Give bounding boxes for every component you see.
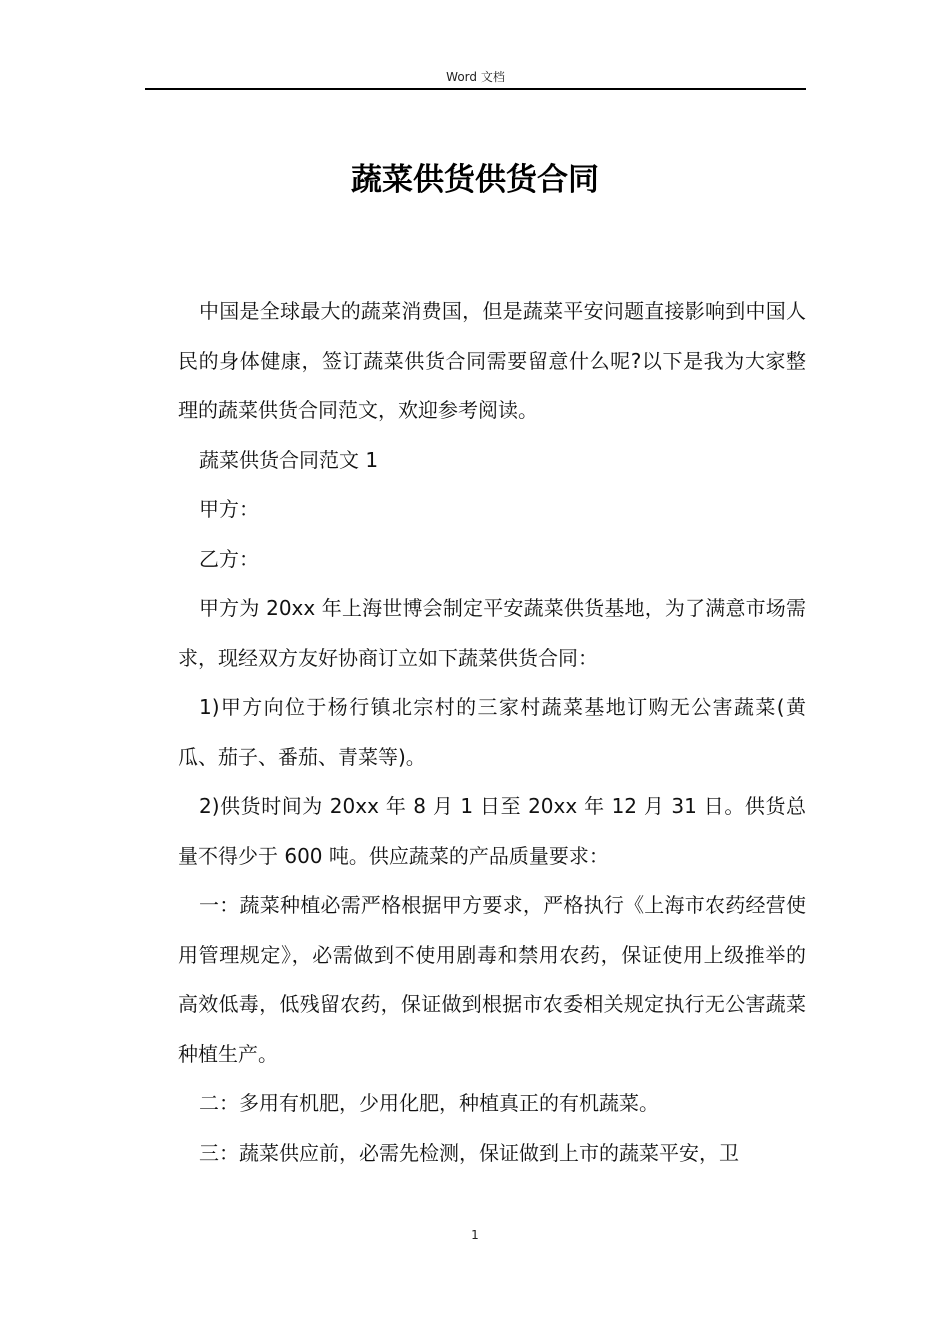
document-body [178,287,806,1178]
paragraph-purpose: 甲方为 20xx 年上海世博会制定平安蔬菜供货基地，为了满意市场需求，现经双方友好协商订立如下蔬菜供货合同： [178,596,806,670]
paragraph-clause-1: 1)甲方向位于杨行镇北宗村的三家村蔬菜基地订购无公害蔬菜(黄瓜、茄子、番茄、青菜等)。 [178,695,806,769]
paragraph-party-b: 乙方： [199,546,259,571]
page-header [145,66,806,90]
paragraph-requirement-1: 一：蔬菜种植必需严格根据甲方要求，严格执行《上海市农药经营使用管理规定》，必需做到不使用剧毒和禁用农药，保证使用上级推举的高效低毒，低残留农药，保证做到根据市农委相关规定执行无公害蔬菜种植生产。 [178,893,806,1066]
paragraph-clause-2: 2)供货时间为 20xx 年 8 月 1 日至 20xx 年 12 月 31 日。供货总量不得少于 600 吨。供应蔬菜的产品质量要求： [178,794,806,868]
paragraph-requirement-3: 三：蔬菜供应前，必需先检测，保证做到上市的蔬菜平安，卫 [199,1140,739,1165]
header-text: Word 文档 [446,70,505,84]
document-title: 蔬菜供货供货合同 [351,162,599,198]
paragraph-intro: 中国是全球最大的蔬菜消费国，但是蔬菜平安问题直接影响到中国人民的身体健康，签订蔬菜供货合同需要留意什么呢?以下是我为大家整理的蔬菜供货合同范文，欢迎参考阅读。 [178,299,806,422]
paragraph-sample-heading: 蔬菜供货合同范文 1 [199,447,379,472]
paragraph-requirement-2: 二：多用有机肥，少用化肥，种植真正的有机蔬菜。 [199,1091,659,1115]
page-number: 1 [471,1228,479,1242]
paragraph-party-a: 甲方： [199,497,259,521]
